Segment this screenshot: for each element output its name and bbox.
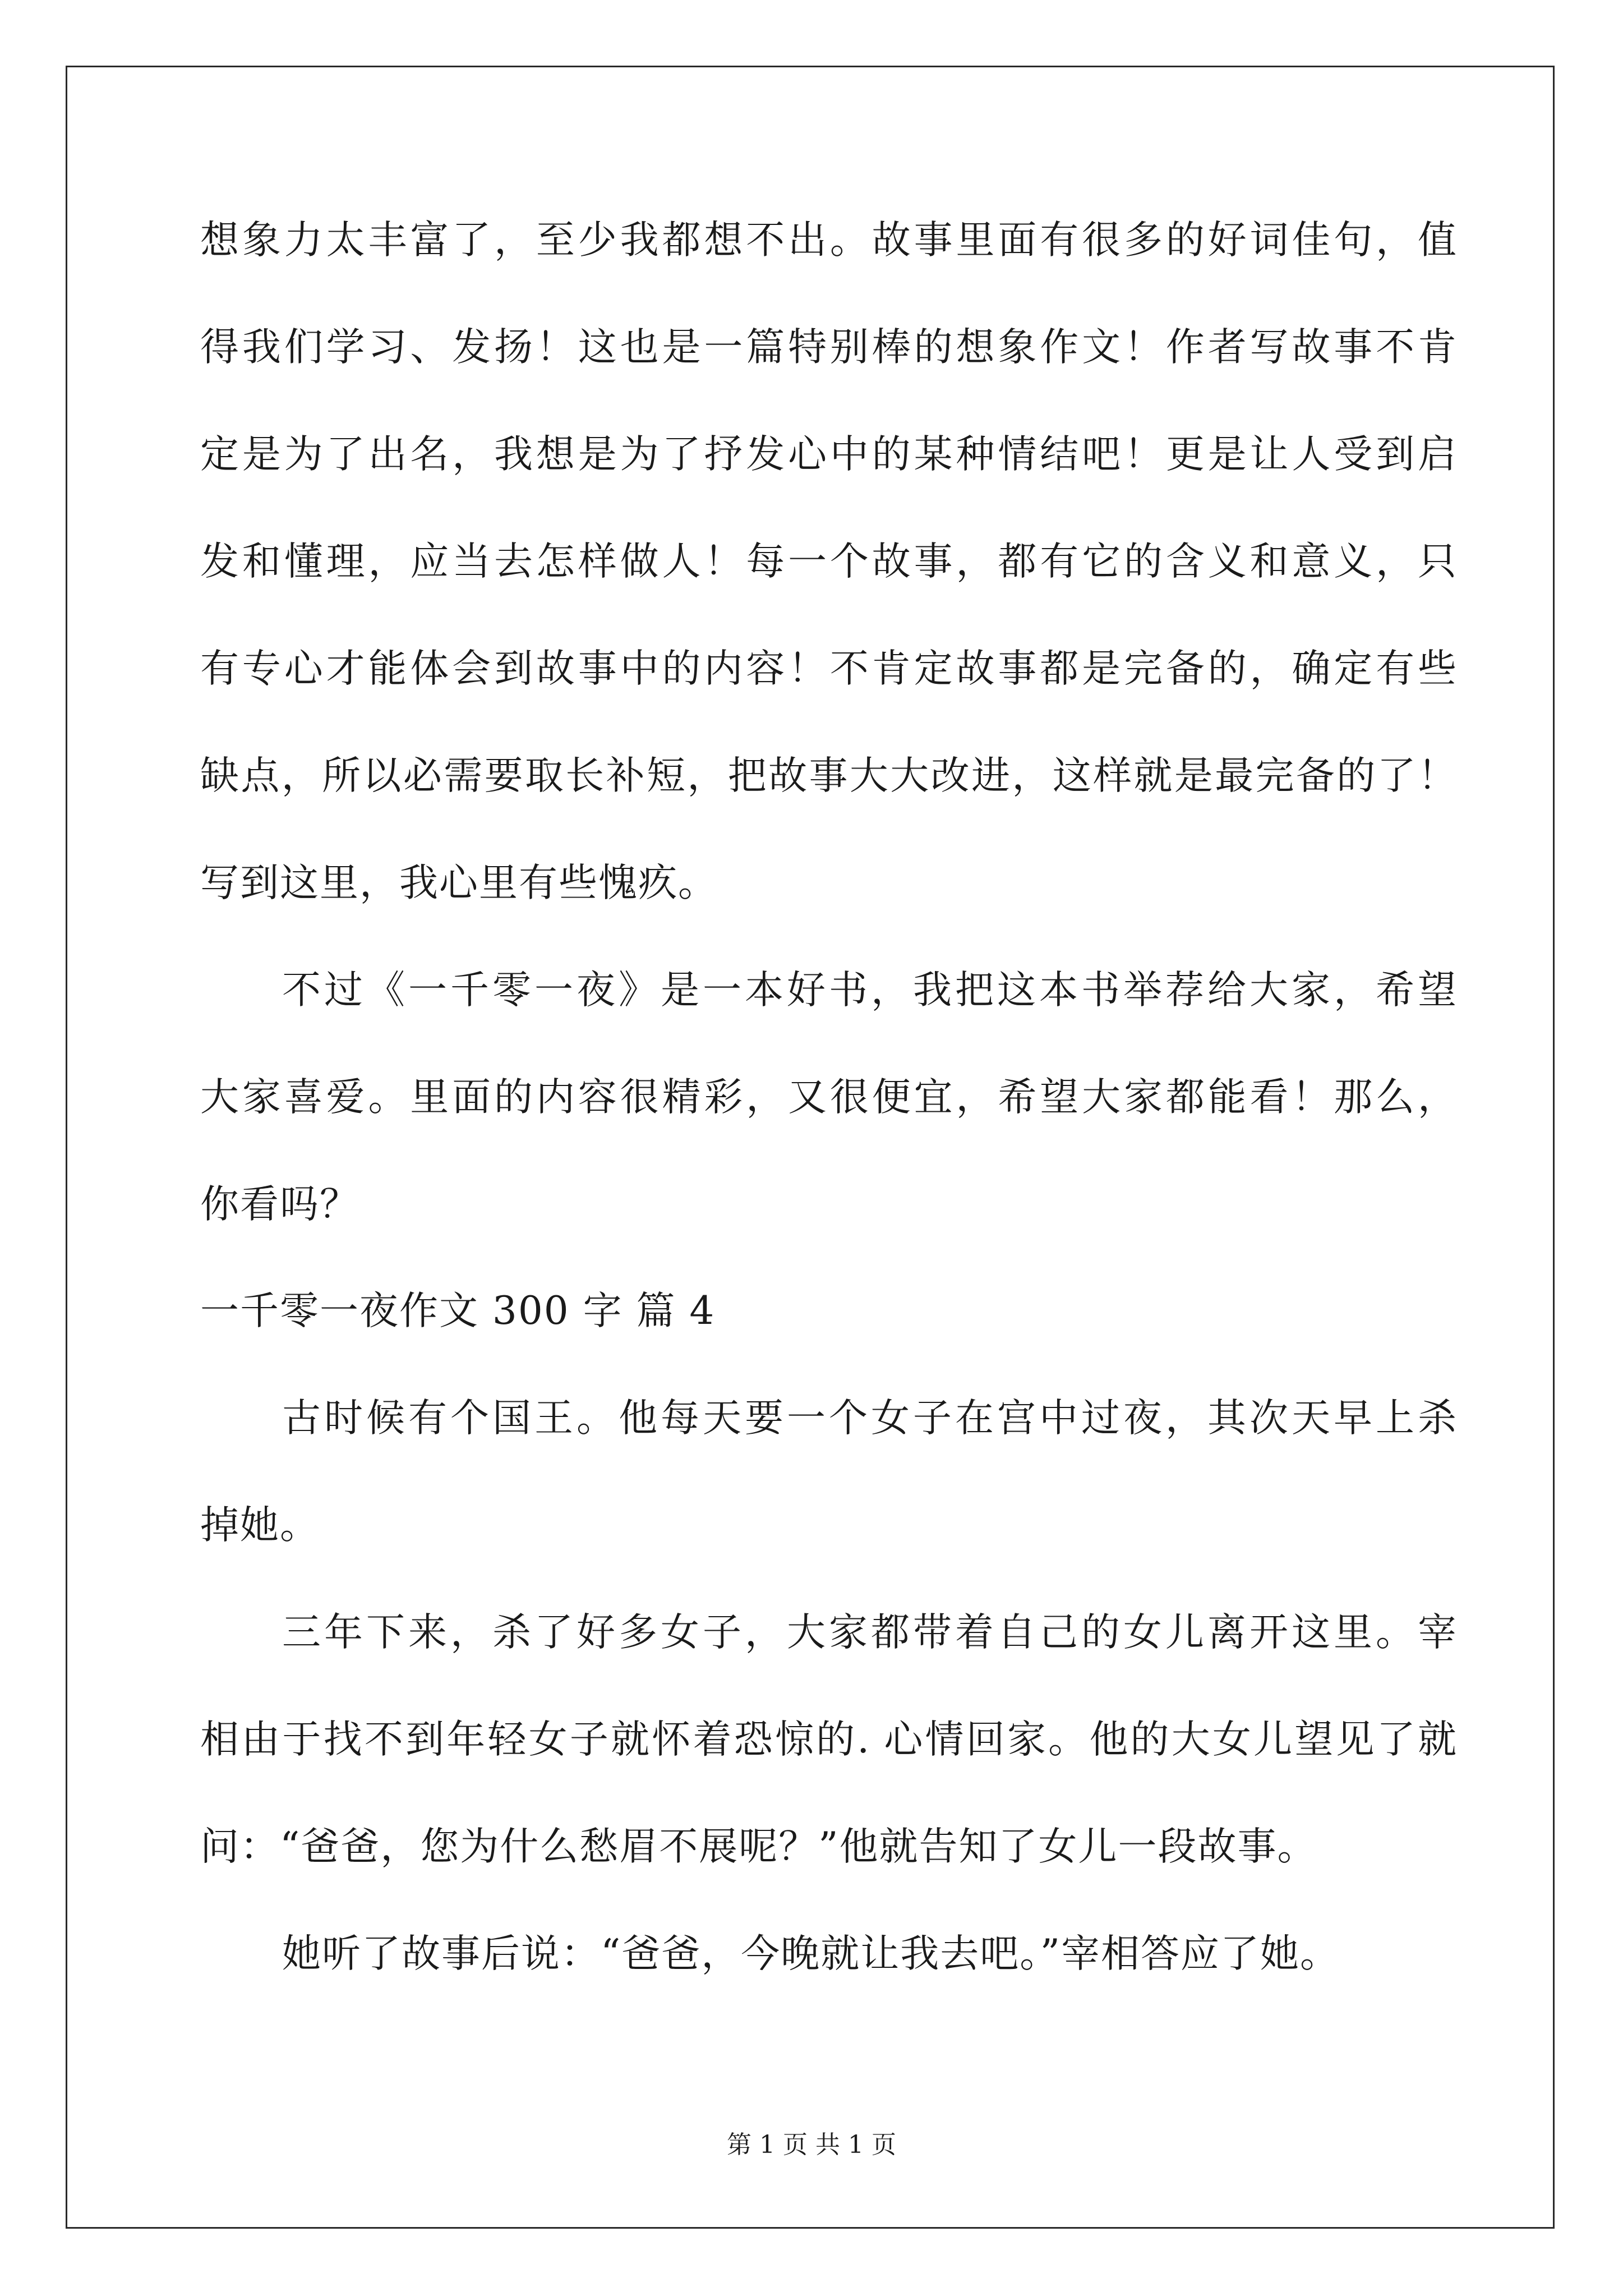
paragraph-line: 有专心才能体会到故事中的内容！不肯定故事都是完备的，确定有些 [200, 646, 1456, 691]
paragraph-line: 相由于找不到年轻女子就怀着恐惊的. 心情回家。他的大女儿望见了就 [200, 1717, 1456, 1762]
paragraph-line: 古时候有个国王。他每天要一个女子在宫中过夜，其次天早上杀 [282, 1396, 1456, 1441]
paragraph-line: 她听了故事后说：“爸爸，今晚就让我去吧。”宰相答应了她。 [282, 1931, 1340, 1976]
paragraph-line: 缺点，所以必需要取长补短，把故事大大改进，这样就是最完备的了！ [200, 753, 1456, 798]
paragraph-line: 写到这里，我心里有些愧疚。 [200, 861, 718, 905]
section-heading: 一千零一夜作文 300 字 篇 4 [200, 1289, 716, 1333]
page-number-footer: 第 1 页 共 1 页 [727, 2131, 896, 2159]
paragraph-line: 定是为了出名，我想是为了抒发心中的某种情结吧！更是让人受到启 [200, 432, 1456, 477]
page-border [66, 66, 1555, 2229]
paragraph-line: 不过《一千零一夜》是一本好书，我把这本书举荐给大家，希望 [282, 968, 1456, 1013]
paragraph-line: 掉她。 [200, 1503, 320, 1548]
paragraph-line: 大家喜爱。里面的内容很精彩，又很便宜，希望大家都能看！那么， [200, 1075, 1456, 1120]
paragraph-line: 发和懂理，应当去怎样做人！每一个故事，都有它的含义和意义，只 [200, 539, 1456, 584]
paragraph-line: 你看吗？ [200, 1182, 359, 1227]
paragraph-line: 想象力太丰富了，至少我都想不出。故事里面有很多的好词佳句，值 [200, 218, 1456, 263]
paragraph-line: 三年下来，杀了好多女子，大家都带着自己的女儿离开这里。宰 [282, 1610, 1456, 1655]
paragraph-line: 得我们学习、发扬！这也是一篇特别棒的想象作文！作者写故事不肯 [200, 325, 1456, 370]
paragraph-line: 问：“爸爸，您为什么愁眉不展呢？”他就告知了女儿一段故事。 [200, 1824, 1317, 1869]
